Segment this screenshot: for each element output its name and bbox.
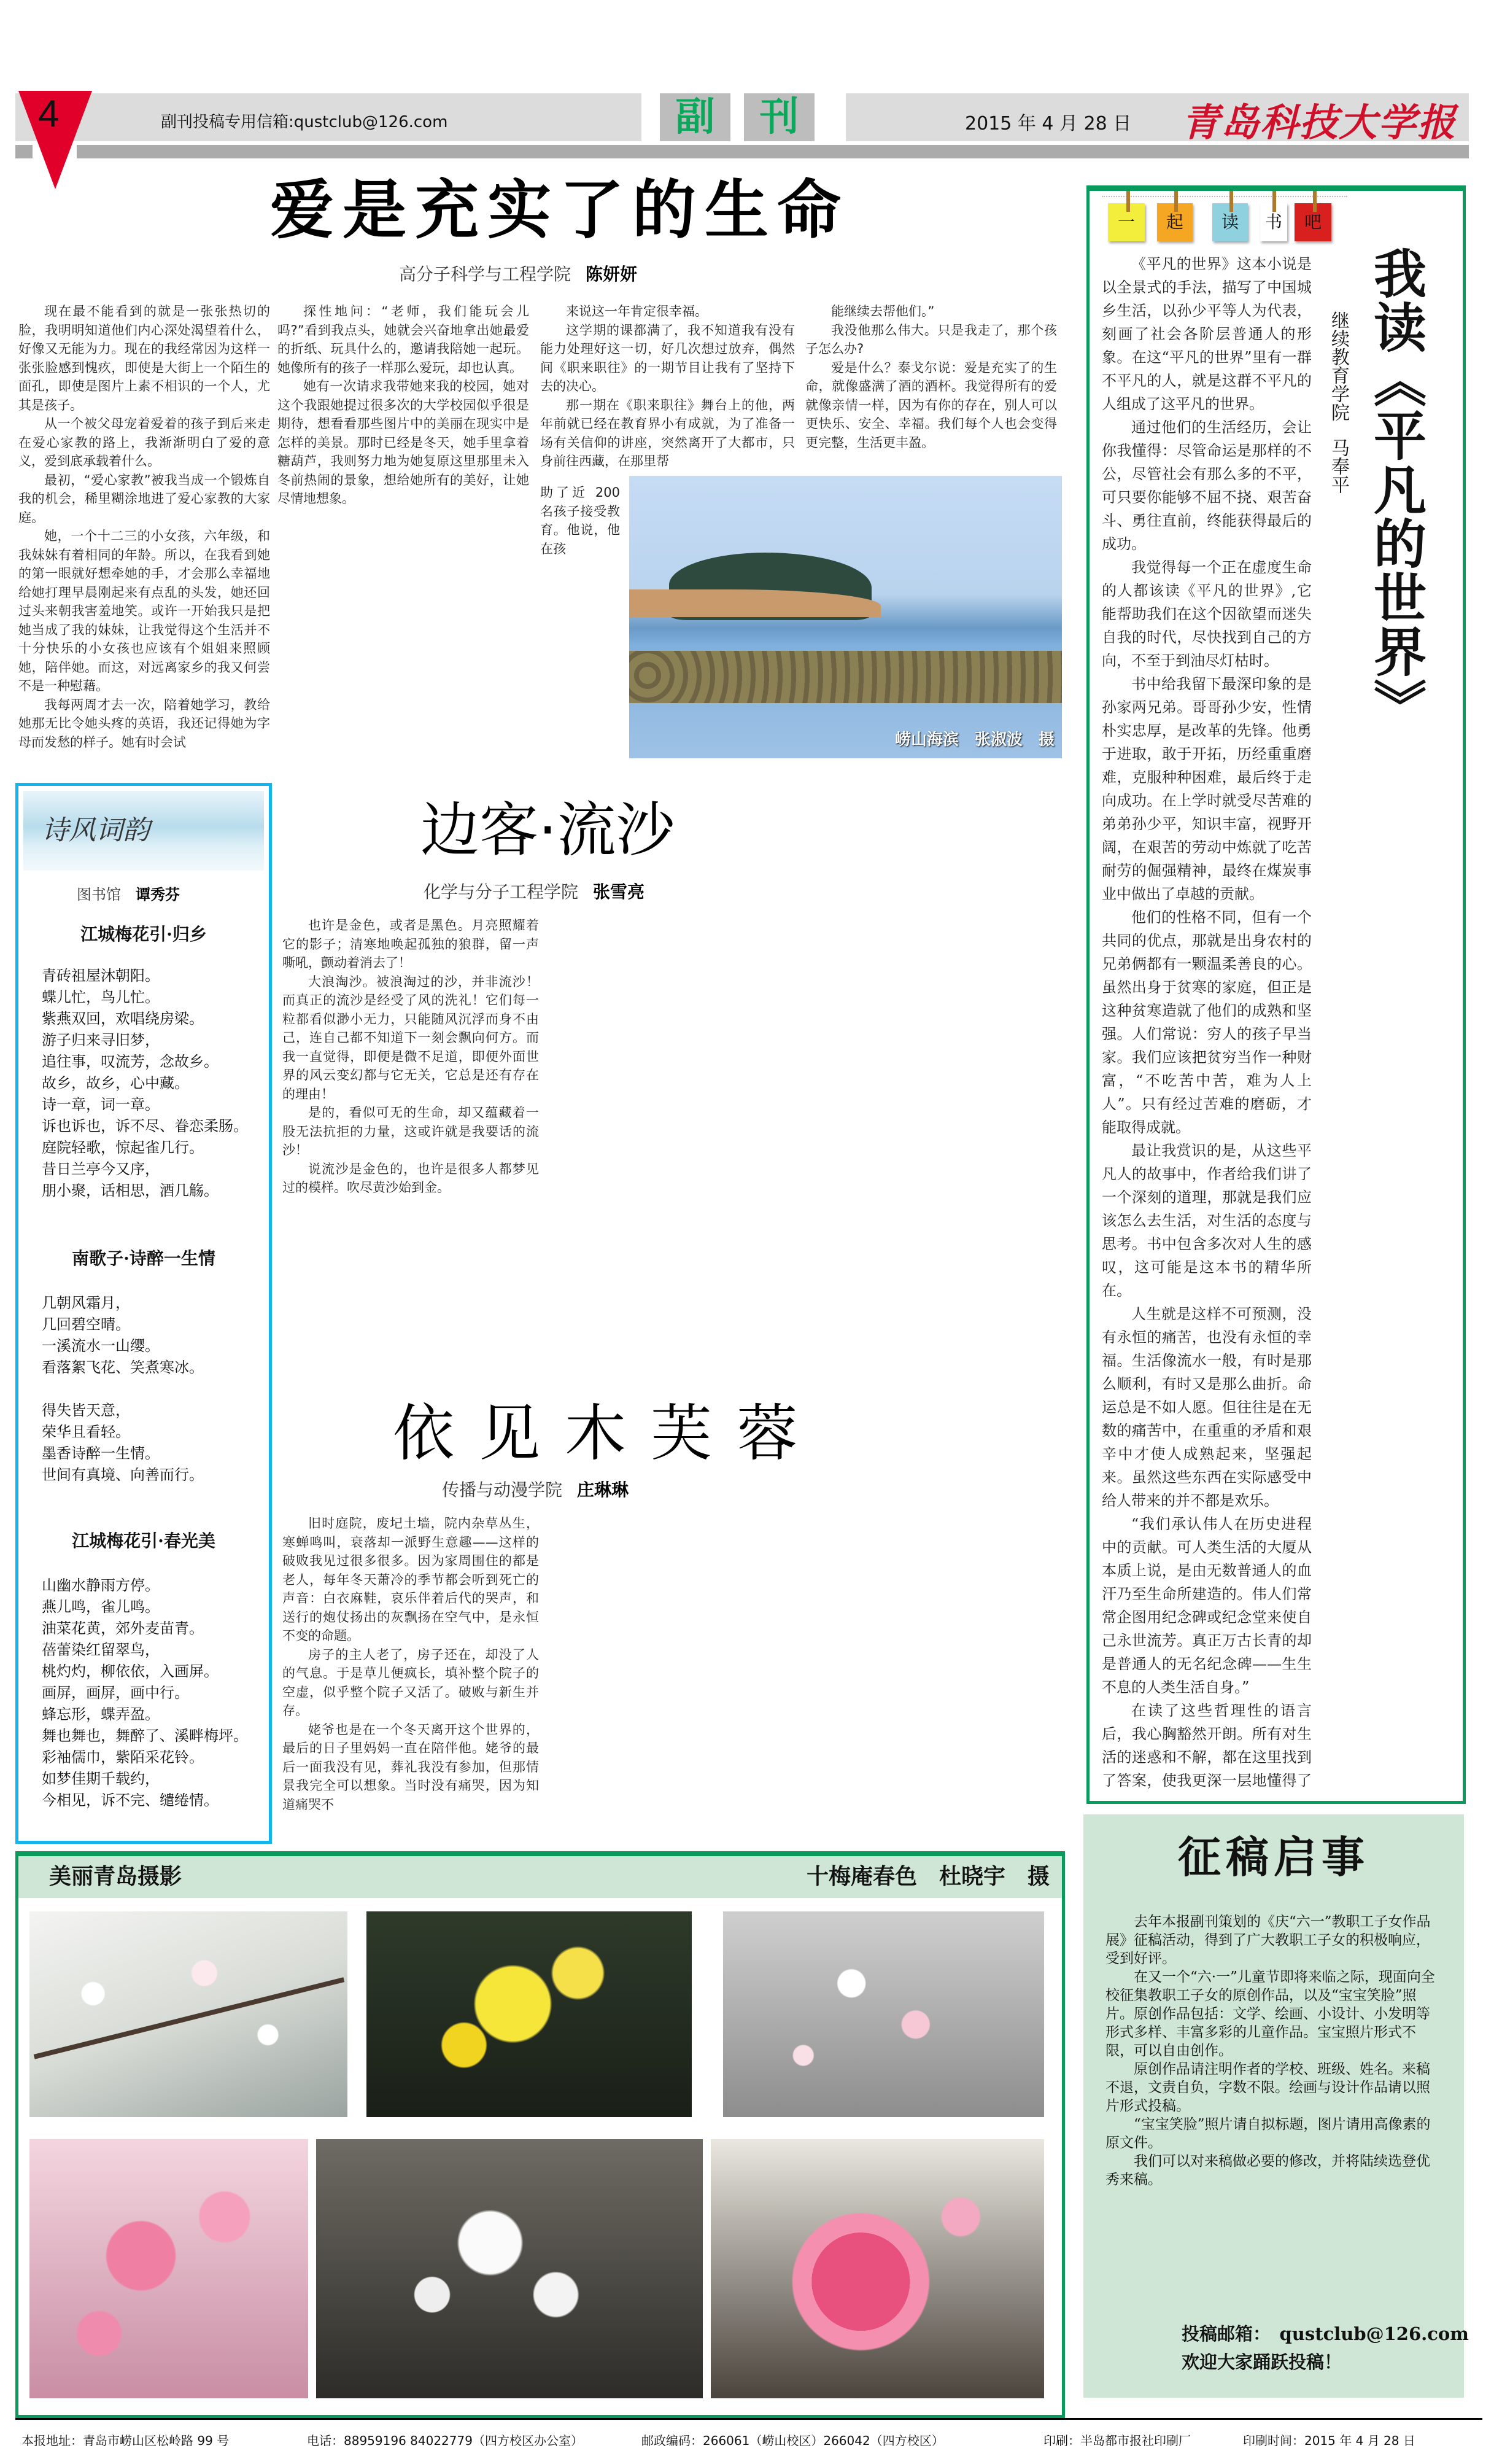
footer-address: 本报地址：青岛市崂山区松岭路 99 号 <box>21 2433 230 2448</box>
poem-line: 几回碧空晴。 <box>42 1316 130 1333</box>
poem-title: 南歌子·诗醉一生情 <box>72 1248 215 1269</box>
paragraph: 她，一个十二三的小女孩，六年级，和我妹妹有着相同的年龄。所以，在我看到她的第一眼就好想牵她的手，才会那么幸福地给她打理早晨刚起来有点乱的头发，她还回过头来朝我害羞地笑。或许一开始我只是把她当成了我的妹妹，让我觉得这个生活并不十分快乐的小女孩也应该有个姐姐来照顾她，陪伴她。而这，对远离家乡的我又何尝不是一种慰藉。 <box>18 529 270 693</box>
paragraph: 探性地问：“老师，我们能玩会儿吗?”看到我点头，她就会兴奋地拿出她最爱的折纸、玩具什么的，邀请我陪她一起玩。她像所有的孩子一样那么爱玩，却也认真。 <box>277 304 529 375</box>
paragraph: 说流沙是金色的，也许是很多人都梦见过的模样。吹尽黄沙始到金。 <box>282 1161 539 1195</box>
branch <box>34 1977 344 2059</box>
footer-phone: 电话：88959196 84022779（四方校区办公室） <box>307 2433 583 2448</box>
poem-line: 紫燕双回，欢唱绕房梁。 <box>42 1010 204 1027</box>
paragraph: 最初，“爱心家教”被我当成一个锻炼自我的机会，稀里糊涂地进了爱心家教的大家庭。 <box>18 472 270 525</box>
article-column <box>540 483 620 763</box>
poem-line: 诗一章，词一章。 <box>42 1096 160 1113</box>
poem-line: 得失皆天意， <box>42 1402 130 1419</box>
author-dept: 图书馆 <box>77 886 121 903</box>
paragraph: 从一个被父母宠着爱着的孩子到后来走在爱心家教的路上，我渐渐明白了爱的意义，爱到底承载着什么。 <box>18 416 270 468</box>
photo-section <box>15 1851 1065 2418</box>
author-college: 高分子科学与工程学院 <box>399 264 571 284</box>
banner-note: 书 <box>1260 203 1287 241</box>
seaside-photo <box>629 476 1062 758</box>
footer-print-time: 印刷时间：2015 年 4 月 28 日 <box>1243 2433 1415 2448</box>
section-label-char: 副 <box>660 93 730 141</box>
author-college: 传播与动漫学院 <box>442 1480 563 1500</box>
footer-postcode: 邮政编码：266061（崂山校区）266042（四方校区） <box>641 2433 944 2448</box>
poem-line: 今相见，诉不完、缱绻情。 <box>42 1792 219 1809</box>
poem-line: 昔日兰亭今又序， <box>42 1160 160 1178</box>
paragraph: 我每两周才去一次，陪着她学习，教给她那无比令她头疼的英语，我还记得她为字母而发愁的样子。她有时会试 <box>18 697 270 750</box>
pink-plum-photo <box>29 2139 308 2398</box>
paragraph: 那一期在《职来职往》舞台上的他，两年前就已经在教育界小有成就，为了准备一场有关信仰的讲座，突然离开了大都市，只身前往西藏，在那里帮 <box>540 397 795 468</box>
poetry-banner-title: 诗风词韵 <box>42 815 150 846</box>
poem-line: 诉也诉也，诉不尽、眷恋柔肠。 <box>42 1117 248 1135</box>
poem-line: 彩袖儒巾，紫陌采花铃。 <box>42 1749 204 1766</box>
white-blossom-photo <box>29 1911 347 2117</box>
poem-lines <box>42 1575 266 1811</box>
article-column <box>282 1514 539 1837</box>
header-strip <box>77 145 1469 158</box>
article-title: 爱是充实了的生命 <box>270 172 850 247</box>
paragraph: 这学期的课都满了，我不知道我有没有能力处理好这一切，好几次想过放弃，偶然间《职来职往》的一期节目让我有了坚持下去的决心。 <box>540 322 795 394</box>
submission-email-line: 投稿邮箱： qustclub@126.com <box>1182 2323 1469 2344</box>
paragraph: 旧时庭院，废圮土墙，院内杂草丛生，寒蝉鸣叫，衰落却一派野生意趣——这样的破败我见过很多很多。因为家周围住的都是老人，每年冬天萧冷的季节都会听到死亡的声音：白衣麻鞋，哀乐伴着后代的哭声，和送行的炮仗扬出的灰飘扬在空气中，是永恒不变的命题。 <box>282 1516 539 1643</box>
author-college: 化学与分子工程学院 <box>424 882 579 902</box>
poem-lines <box>42 965 266 1202</box>
book-review-box <box>1086 185 1466 1804</box>
paragraph: 她有一次请求我带她来我的校园，她对这个我跟她提过很多次的大学校园似乎很是期待，想看看那些图片中的美丽在现实中是怎样的美景。那时已经是冬天，她手里拿着糖葫芦，我则努力地为她复原这里那里未入冬前热闹的景象，想给她所有的美好，让她尽情地想象。 <box>277 379 529 506</box>
article-column <box>805 302 1057 474</box>
page-number: 4 <box>38 93 60 135</box>
author-name: 陈妍妍 <box>586 264 638 284</box>
rocks <box>629 651 1062 703</box>
article-column <box>277 302 529 763</box>
paragraph: 人生就是这样不可预测，没有永恒的痛苦，也没有永恒的幸福。生活像流水一般，有时是那么顺利，有时又是那么曲折。命运总是不如人愿。但往往是在无数的痛苦中，在重重的矛盾和艰辛中才使人成熟起来，坚强起来。虽然这些东西在实际感受中给人带来的并不都是欢乐。 <box>1102 1305 1312 1509</box>
poem-line: 追往事，叹流芳，念故乡。 <box>42 1053 219 1070</box>
banner-note: 读 <box>1212 203 1248 241</box>
poem-line: 青砖祖屋沐朝阳。 <box>42 967 160 984</box>
pink-white-blossom-photo <box>723 1911 1044 2117</box>
poem-line: 如梦佳期千载约， <box>42 1770 160 1787</box>
poem-lines <box>42 1292 266 1486</box>
photo-section-header <box>18 1856 1062 1898</box>
poem-line: 蜂忘形，蝶弄盈。 <box>42 1706 160 1723</box>
clothesline <box>1102 196 1347 197</box>
white-plum-photo <box>316 2139 703 2398</box>
clothespin-icon <box>1174 191 1178 212</box>
poem-title: 江城梅花引·归乡 <box>80 924 207 944</box>
poem-title: 江城梅花引·春光美 <box>72 1531 215 1551</box>
welcome-line: 欢迎大家踊跃投稿！ <box>1182 2352 1342 2373</box>
submission-email: 副刊投稿专用信箱:qustclub@126.com <box>161 113 448 131</box>
article-title: 依见木芙蓉 <box>393 1397 823 1469</box>
paragraph: 在读了这些哲理性的语言后，我心胸豁然开朗。所有对生活的迷惑和不解，都在这里找到了答案，使我更深一层地懂得了 <box>1102 1702 1312 1789</box>
paragraph: 助了近 200 名孩子接受教育。他说，他在孩 <box>540 485 620 556</box>
footer-printer: 印刷：半岛都市报社印刷厂 <box>1043 2433 1191 2448</box>
article-byline <box>399 264 637 285</box>
paragraph: 能继续去帮他们。” <box>831 304 935 319</box>
article-column <box>18 302 270 763</box>
review-byline <box>1328 311 1349 494</box>
clothespin-icon <box>1126 191 1130 212</box>
paragraph: 最让我赏识的是，从这些平凡人的故事中，作者给我们讲了一个深刻的道理，那就是我们应该怎么去生活，对生活的态度与思考。书中包含多次对人生的感叹，这可能是这本书的精华所在。 <box>1102 1142 1312 1299</box>
poetry-column <box>15 783 272 1844</box>
poem-line: 油菜花黄，郊外麦苗青。 <box>42 1620 204 1637</box>
paragraph: 也许是金色，或者是黑色。月亮照耀着它的影子；清寒地唤起孤独的狼群，留一声嘶吼，颤动着消去了！ <box>282 918 539 970</box>
poem-line: 世间有真境、向善而行。 <box>42 1466 204 1483</box>
article-byline <box>442 1480 629 1501</box>
photo-section-title: 美丽青岛摄影 <box>49 1864 182 1889</box>
poem-line: 一溪流水一山缨。 <box>42 1337 160 1354</box>
banner-note: 一 <box>1108 203 1145 241</box>
paragraph: 房子的主人老了，房子还在，却没了人的气息。于是草儿便疯长，填补整个院子的空虚，似乎整个院子又活了。破败与新生并存。 <box>282 1647 539 1718</box>
footer-divider <box>15 2418 1482 2420</box>
poem-line: 游子归来寻旧梦， <box>42 1032 160 1049</box>
paragraph: 通过他们的生活经历，会让你我懂得：尽管命运是那样的不公，尽管社会有那么多的不平，可只要你能够不屈不挠、艰苦奋斗、勇往直前，终能获得最后的成功。 <box>1102 419 1312 553</box>
paragraph: 来说这一年肯定很幸福。 <box>566 304 708 319</box>
paragraph: 是的，看似可无的生命，却又蕴藏着一股无法抗拒的力量，这或许就是我要话的流沙！ <box>282 1105 539 1157</box>
poem-line: 朋小聚，话相思，酒几觞。 <box>42 1182 219 1199</box>
paragraph: 我觉得每一个正在虚度生命的人都该读《平凡的世界》,它能帮助我们在这个因欲望而迷失自我的时代，尽快找到自己的方向，不至于到油尽灯枯时。 <box>1102 559 1312 669</box>
clothespin-icon <box>1313 191 1317 212</box>
article-byline <box>424 882 645 903</box>
paragraph: 大浪淘沙。被浪淘过的沙，并非流沙！而真正的流沙是经受了风的洗礼！它们每一粒都看似渺小无力，只能随风沉浮而身不由己，连自己都不知道下一刻会飘向何方。而我一直觉得，即便是微不足道，即便外面世界的风云变幻都与它无关，它总是还有存在的理由！ <box>282 974 539 1102</box>
review-title: 我读《平凡的世界》 <box>1365 246 1427 733</box>
poem-byline <box>77 884 180 905</box>
paragraph: 我们可以对来稿做必要的修改，并将陆续选登优秀来稿。 <box>1105 2153 1430 2188</box>
poem-line: 蝶儿忙，鸟儿忙。 <box>42 989 160 1006</box>
paragraph: 姥爷也是在一个冬天离开这个世界的，最后的日子里妈妈一直在陪伴他。姥爷的最后一面我没有见，葬礼我没有参加，但那情景我完全可以想象。当时没有痛哭，因为知道痛哭不 <box>282 1722 539 1812</box>
article-column <box>282 916 539 1383</box>
poem-line: 庭院轻歌，惊起雀几行。 <box>42 1139 204 1156</box>
call-title: 征稿启事 <box>1178 1832 1369 1883</box>
poem-line: 燕儿鸣，雀儿鸣。 <box>42 1598 160 1615</box>
author-name: 马奉平 <box>1328 438 1349 494</box>
poem-line: 舞也舞也，舞醉了、溪畔梅坪。 <box>42 1727 248 1744</box>
clothespin-icon <box>1272 191 1276 212</box>
call-body <box>1105 1913 1443 2189</box>
paragraph: 《平凡的世界》这本小说是以全景式的手法，描写了中国城乡生活，以孙少平等人为代表，刻画了社会各阶层普通人的形象。在这“平凡的世界”里有一群不平凡的人，就是这群不平凡的人组成了这平凡的世界。 <box>1102 255 1312 413</box>
paragraph: “宝宝笑脸”照片请自拟标题，图片请用高像素的原文件。 <box>1105 2116 1431 2151</box>
poem-line: 故乡，故乡，心中藏。 <box>42 1075 189 1092</box>
article-title: 边客·流沙 <box>420 796 675 865</box>
poem-line: 墨香诗醉一生情。 <box>42 1445 160 1462</box>
section-label-char: 刊 <box>744 93 815 141</box>
paragraph: 爱是什么？泰戈尔说：爱是充实了的生命，就像盛满了酒的酒杯。我觉得所有的爱就像亲情一样，因为有你的存在，别人可以更快乐、安全、幸福。我们每个人也会变得更完整，生活更丰盈。 <box>805 360 1057 450</box>
poem-line: 几朝风霜月， <box>42 1294 130 1312</box>
clothespin-icon <box>1229 191 1233 212</box>
photo-caption: 崂山海滨 张淑波 摄 <box>894 731 1055 749</box>
poem-line: 画屏，画屏，画中行。 <box>42 1684 189 1701</box>
author-college: 继续教育学院 <box>1328 311 1349 421</box>
paragraph: 书中给我留下最深印象的是孙家两兄弟。哥哥孙少安，性情朴实忠厚，是改革的先锋。他勇于进取，敢于开拓，历经重重磨难，克服种种困难，最后终于走向成功。在上学时就受尽苦难的弟弟孙少平，知识丰富，视野开阔，在艰苦的劳动中炼就了吃苦耐劳的倔强精神，最终在煤炭事业中做出了卓越的贡献。 <box>1102 675 1312 903</box>
paragraph: 原创作品请注明作者的学校、班级、姓名。来稿不退，文责自负，字数不限。绘画与设计作品请以照片形式投稿。 <box>1105 2061 1430 2114</box>
photo-credit: 十梅庵春色 杜晓宇 摄 <box>806 1864 1050 1889</box>
poem-line: 山幽水静雨方停。 <box>42 1577 160 1594</box>
poetry-banner <box>23 791 264 871</box>
paragraph: 他们的性格不同，但有一个共同的优点，那就是出身农村的兄弟俩都有一颗温柔善良的心。虽然出身于贫寒的家庭，但正是这种贫寒造就了他们的成熟和坚强。人们常说：穷人的孩子早当家。我们应该把贫穷当作一种财富，“不吃苦中苦，难为人上人”。只有经过苦难的磨砺，才能取得成就。 <box>1102 909 1312 1136</box>
paragraph: 我没他那么伟大。只是我走了，那个孩子怎么办? <box>805 322 1057 356</box>
banner-note: 吧 <box>1295 203 1331 241</box>
masthead-logo: 青岛科技大学报 <box>1182 100 1457 145</box>
poem-line: 蓓蕾染红留翠鸟， <box>42 1641 160 1658</box>
paragraph: 去年本报副刊策划的《庆“六一”教职工子女作品展》征稿活动，得到了广大教职工子女的积极响应，受到好评。 <box>1105 1914 1431 1967</box>
poem-line: 桃灼灼，柳依依，入画屏。 <box>42 1663 219 1680</box>
call-for-submissions <box>1083 1814 1469 2398</box>
banner-note: 起 <box>1157 203 1193 241</box>
author-name: 张雪亮 <box>593 882 645 902</box>
paragraph: 在又一个“六·一”儿童节即将来临之际，现面向全校征集教职工子女的原创作品，以及“宝宝笑脸”照片。原创作品包括：文学、绘画、小设计、小发明等形式多样、丰富多彩的儿童作品。宝宝照片形式不限，可以自由创作。 <box>1105 1969 1435 2059</box>
poem-line: 荣华且看轻。 <box>42 1423 130 1440</box>
issue-date: 2015 年 4 月 28 日 <box>965 113 1132 134</box>
paragraph: “我们承认伟人在历史进程中的贡献。可人类生活的大厦从本质上说，是由无数普通人的血汗乃至生命所建造的。伟人们常常企图用纪念碑或纪念堂来使自己永世流芳。真正万古长青的却是普通人的无名纪念碑——生生不息的人类生活自身。” <box>1102 1515 1312 1696</box>
poem-line: 看落絮飞花、笑煮寒冰。 <box>42 1359 204 1376</box>
pink-plum-closeup-photo <box>711 2139 1044 2398</box>
article-column <box>540 302 795 477</box>
paragraph: 现在最不能看到的就是一张张热切的脸，我明明知道他们内心深处渴望着什么，好像又无能为力。现在的我经常因为这样一张张脸感到愧疚，即使是大街上一个陌生的面孔，即使是图片上素不相识的一个人，尤其是孩子。 <box>18 304 270 413</box>
yellow-forsythia-photo <box>366 1911 692 2117</box>
poem-line <box>42 1378 266 1400</box>
author-name: 谭秀芬 <box>136 886 180 903</box>
author-name: 庄琳琳 <box>577 1480 629 1500</box>
review-text <box>1102 252 1312 1794</box>
